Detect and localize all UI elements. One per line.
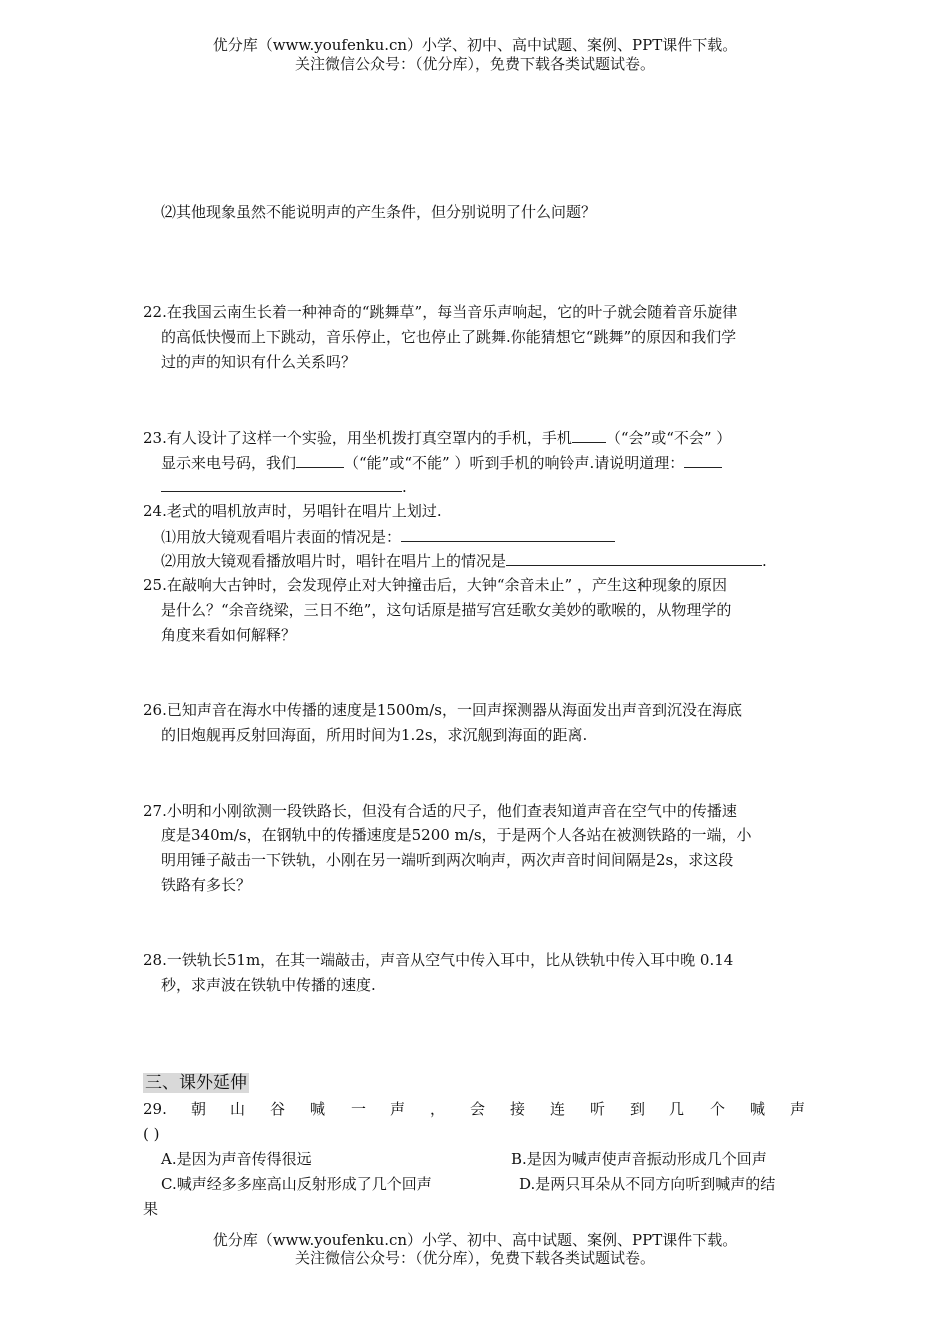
q29-char: 一 xyxy=(351,1100,367,1118)
q26-line2: 的旧炮舰再反射回海面，所用时间为1.2s，求沉舰到海面的距离. xyxy=(161,726,588,744)
q29-char: 声 xyxy=(390,1100,406,1118)
q22-line2: 的高低快慢而上下跳动，音乐停止，它也停止了跳舞.你能猜想它“跳舞”的原因和我们学 xyxy=(161,328,737,346)
q23-line2-text-b: （“能”或“不能” ）听到手机的响铃声.请说明道理： xyxy=(344,454,685,472)
q23-line2 xyxy=(0,453,950,472)
q24-line1: 24.老式的唱机放声时，另唱针在唱片上划过. xyxy=(143,502,442,520)
q29-option-a: A.是因为声音传得很远 xyxy=(161,1150,312,1168)
q27-line3: 明用锤子敲击一下铁轨，小刚在另一端听到两次响声，两次声音时间间隔是2s，求这段 xyxy=(161,851,734,869)
q26-line1: 26.已知声音在海水中传播的速度是1500m/s，一回声探测器从海面发出声音到沉没在海底 xyxy=(143,701,743,719)
q29-char: 到 xyxy=(630,1100,646,1118)
header-line-1: 优分库（www.youfenku.cn）小学、初中、高中试题、案例、PPT课件下载。 xyxy=(212,36,738,54)
q25-line3: 角度来看如何解释？ xyxy=(161,626,297,644)
q29-char: 喊 xyxy=(750,1100,766,1118)
q29-char: 谷 xyxy=(270,1100,286,1118)
q27-line1: 27.小明和小刚欲测一段铁路长，但没有合适的尺子，他们查表知道声音在空气中的传播速 xyxy=(143,802,737,820)
q28-line1: 28.一铁轨长51m，在其一端敲击，声音从空气中传入耳中，比从铁轨中传入耳中晚 0.14 xyxy=(143,951,734,969)
q29-char: 山 xyxy=(230,1100,246,1118)
q29-char: 接 xyxy=(510,1100,526,1118)
q29-char: 朝 xyxy=(191,1100,207,1118)
q23-line3 xyxy=(0,477,950,496)
q24-answer-blank-1[interactable] xyxy=(401,527,615,542)
footer-line-2: 关注微信公众号：（优分库），免费下载各类试题试卷。 xyxy=(294,1249,655,1267)
q28-line2: 秒，求声波在铁轨中传播的速度. xyxy=(161,976,376,994)
q27-line2: 度是340m/s，在钢轨中的传播速度是5200 m/s，于是两个人各站在被测铁路的一端，小 xyxy=(161,826,752,844)
q22-line1: 22.在我国云南生长着一种神奇的“跳舞草”，每当音乐声响起，它的叶子就会随着音乐旋律 xyxy=(143,303,738,321)
q25-line2: 是什么？“余音绕梁，三日不绝”，这句话原是描写宫廷歌女美妙的歌喉的，从物理学的 xyxy=(161,601,732,619)
q24-answer-blank-2[interactable] xyxy=(506,551,762,566)
q23-answer-blank-1[interactable] xyxy=(572,428,606,443)
q29-char: 连 xyxy=(550,1100,566,1118)
q29-char: ， xyxy=(430,1100,446,1118)
q23-answer-blank-2[interactable] xyxy=(296,453,344,468)
q23-answer-blank-4[interactable] xyxy=(161,477,402,492)
q23-answer-blank-3[interactable] xyxy=(684,453,722,468)
q27-line4: 铁路有多长？ xyxy=(161,876,252,894)
q29-option-d-cont: 果 xyxy=(143,1200,159,1218)
q29-char: 喊 xyxy=(310,1100,326,1118)
q29-char: 个 xyxy=(710,1100,726,1118)
q29-option-d: D.是两只耳朵从不同方向听到喊声的结 xyxy=(519,1175,776,1193)
q22-line3: 过的声的知识有什么关系吗？ xyxy=(161,353,357,371)
q29-option-c: C.喊声经多多座高山反射形成了几个回声 xyxy=(161,1175,432,1193)
q25-line1: 25.在敲响大古钟时，会发现停止对大钟撞击后，大钟“余音未止” ，产生这种现象的原因 xyxy=(143,576,727,594)
q21-part2: ⑵其他现象虽然不能说明声的产生条件，但分别说明了什么问题？ xyxy=(161,203,597,221)
q24-part1-text: ⑴用放大镜观看唱片表面的情况是： xyxy=(161,528,402,546)
header-line-2: 关注微信公众号：（优分库），免费下载各类试题试卷。 xyxy=(294,55,655,73)
q23-line1-text-b: （“会”或“不会” ） xyxy=(605,429,732,447)
q29-char: 声 xyxy=(790,1100,806,1118)
q23-line1-text-a: 23.有人设计了这样一个实验，用坐机拨打真空罩内的手机，手机 xyxy=(143,429,572,447)
section-heading: 三、课外延伸 xyxy=(145,1073,247,1093)
q23-line2-text-a: 显示来电号码，我们 xyxy=(161,454,297,472)
q29-char: 会 xyxy=(470,1100,486,1118)
q24-part2-text: ⑵用放大镜观看播放唱片时，唱针在唱片上的情况是 xyxy=(161,552,507,570)
q29-option-b: B.是因为喊声使声音振动形成几个回声 xyxy=(511,1150,767,1168)
q29-char: 听 xyxy=(590,1100,606,1118)
q29-answer-paren: ( ) xyxy=(143,1125,160,1143)
q24-part1 xyxy=(0,527,950,546)
q23-line3-end: . xyxy=(402,478,407,496)
q23-line1 xyxy=(0,428,950,447)
q24-part2 xyxy=(0,551,950,570)
q24-part2-end: . xyxy=(762,552,767,570)
footer-line-1: 优分库（www.youfenku.cn）小学、初中、高中试题、案例、PPT课件下载。 xyxy=(212,1231,738,1249)
q29-char: 几 xyxy=(669,1100,685,1118)
q29-char: 29. xyxy=(143,1100,167,1118)
